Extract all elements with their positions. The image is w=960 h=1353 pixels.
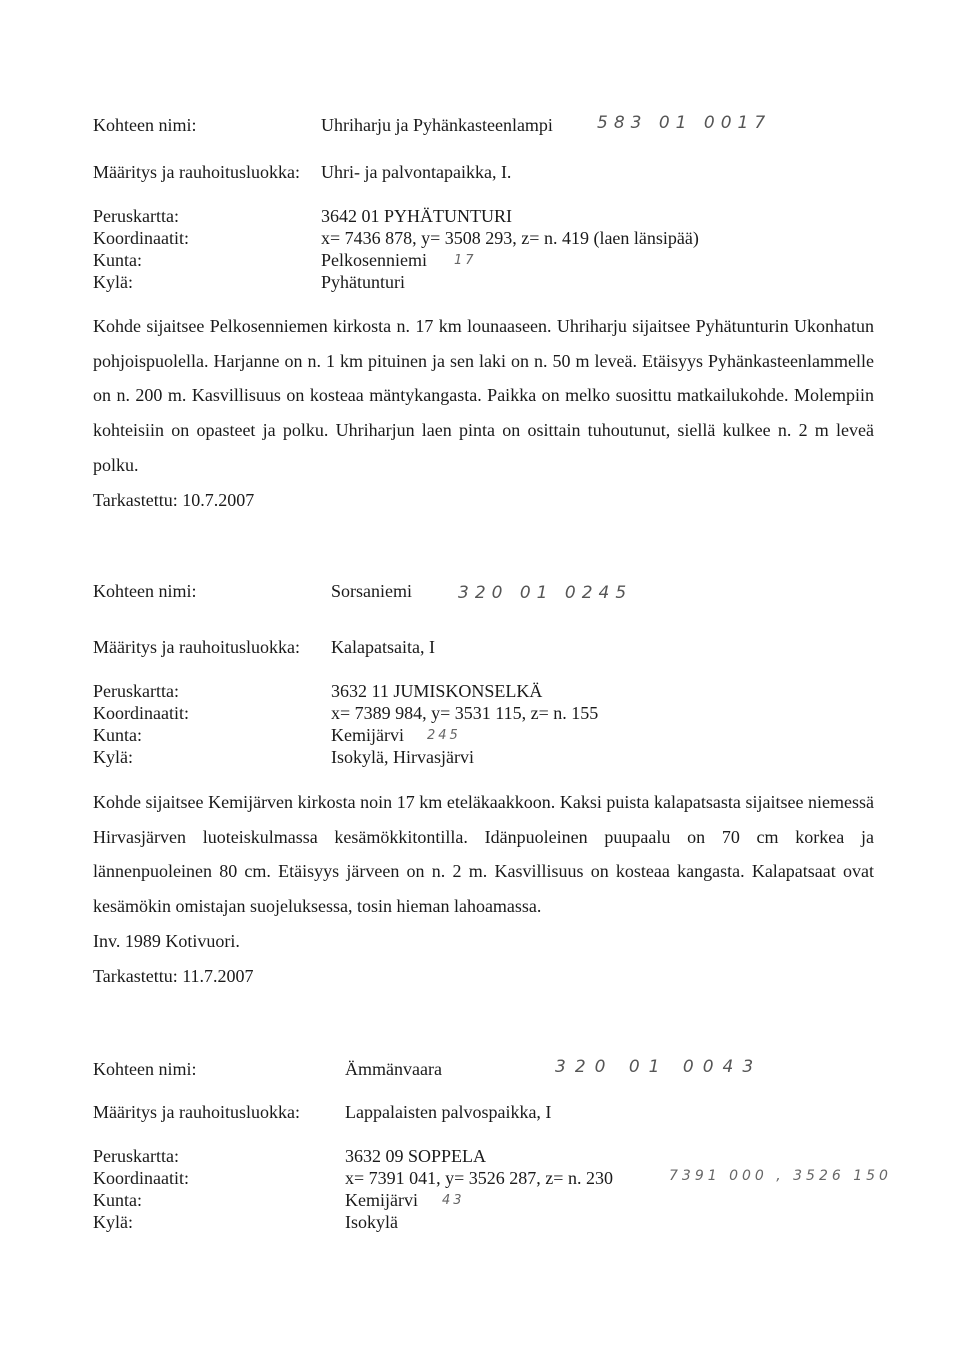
- entry3-handwritten-code: 320 01 0043: [555, 1057, 763, 1077]
- entry2-classification-label: Määritys ja rauhoitusluokka:: [93, 637, 300, 657]
- entry3-classification: Lappalaisten palvospaikka, I: [345, 1102, 552, 1122]
- entry3-classification-label: Määritys ja rauhoitusluokka:: [93, 1102, 300, 1122]
- entry2-checked: Tarkastettu: 11.7.2007: [93, 965, 254, 986]
- entry2-handwritten-municipality-code: 245: [427, 728, 461, 743]
- entry1-description-block: [93, 309, 874, 517]
- entry1-coords-label: Koordinaatit:: [93, 228, 189, 248]
- entry3-municipality: Kemijärvi: [345, 1190, 418, 1210]
- entry1-handwritten-municipality-code: 17: [454, 253, 477, 268]
- entry1-checked: Tarkastettu: 10.7.2007: [93, 489, 255, 510]
- entry1-handwritten-code: 583 01 0017: [597, 113, 772, 133]
- entry2-handwritten-code: 320 01 0245: [458, 583, 633, 603]
- entry2-village-label: Kylä:: [93, 747, 133, 767]
- entry1-village-label: Kylä:: [93, 272, 133, 292]
- entry3-name: Ämmänvaara: [345, 1059, 442, 1079]
- entry3-village-label: Kylä:: [93, 1212, 133, 1232]
- entry2-map: 3632 11 JUMISKONSELKÄ: [331, 681, 543, 701]
- entry1-name: Uhriharju ja Pyhänkasteenlampi: [321, 115, 553, 135]
- entry2-name: Sorsaniemi: [331, 581, 412, 601]
- entry2-description-block: [93, 785, 874, 993]
- entry3-name-label: Kohteen nimi:: [93, 1059, 197, 1079]
- entry1-classification-label: Määritys ja rauhoitusluokka:: [93, 162, 300, 182]
- entry1-map: 3642 01 PYHÄTUNTURI: [321, 206, 512, 226]
- entry3-village: Isokylä: [345, 1212, 398, 1232]
- entry1-village: Pyhätunturi: [321, 272, 405, 292]
- entry2-classification: Kalapatsaita, I: [331, 637, 435, 657]
- entry2-name-label: Kohteen nimi:: [93, 581, 197, 601]
- entry2-municipality: Kemijärvi: [331, 725, 404, 745]
- entry3-municipality-label: Kunta:: [93, 1190, 142, 1210]
- entry2-municipality-label: Kunta:: [93, 725, 142, 745]
- entry1-name-label: Kohteen nimi:: [93, 115, 197, 135]
- entry3-coords: x= 7391 041, y= 3526 287, z= n. 230: [345, 1168, 613, 1188]
- entry2-inventory: Inv. 1989 Kotivuori.: [93, 930, 240, 951]
- entry1-coords: x= 7436 878, y= 3508 293, z= n. 419 (laen länsipää): [321, 228, 699, 248]
- entry3-coords-label: Koordinaatit:: [93, 1168, 189, 1188]
- entry3-handwritten-municipality-code: 43: [442, 1193, 465, 1208]
- entry1-municipality-label: Kunta:: [93, 250, 142, 270]
- entry1-municipality: Pelkosenniemi: [321, 250, 427, 270]
- entry1-description: Kohde sijaitsee Pelkosenniemen kirkosta n. 17 km lounaaseen. Uhriharju sijaitsee Pyhätunturin Ukonhatun pohjoispuolella. Harjanne on n. 1 km pituinen ja sen laki on n. 50 m leveä. Etäisyys Pyhänkasteenlammelle on n. 200 m. Kasvillisuus on kosteaa mäntykangasta. Paikka on melko suosittu matkailukohde. Molempiin kohteisiin on opasteet ja polku. Uhriharjun laen pinta on osittain tuhoutunut, siellä kulkee n. 2 m leveä polku.: [93, 316, 874, 475]
- entry1-map-label: Peruskartta:: [93, 206, 179, 226]
- entry2-map-label: Peruskartta:: [93, 681, 179, 701]
- entry2-description: Kohde sijaitsee Kemijärven kirkosta noin 17 km eteläkaakkoon. Kaksi puista kalapatsasta sijaitsee niemessä Hirvasjärven luoteiskulmassa kesämökkitontilla. Idänpuoleinen puupaalu on 70 cm korkea ja lännenpuoleinen 80 cm. Etäisyys järveen on n. 2 m. Kasvillisuus on kosteaa kangasta. Kalapatsaat ovat kesämökin omistajan suojeluksessa, tosin hieman lahoamassa.: [93, 792, 874, 917]
- entry2-village: Isokylä, Hirvasjärvi: [331, 747, 474, 767]
- entry1-classification: Uhri- ja palvontapaikka, I.: [321, 162, 512, 182]
- entry2-coords-label: Koordinaatit:: [93, 703, 189, 723]
- entry3-map-label: Peruskartta:: [93, 1146, 179, 1166]
- entry3-handwritten-coords: 7391 000 , 3526 150: [669, 1168, 892, 1184]
- entry2-coords: x= 7389 984, y= 3531 115, z= n. 155: [331, 703, 599, 723]
- entry3-map: 3632 09 SOPPELA: [345, 1146, 487, 1166]
